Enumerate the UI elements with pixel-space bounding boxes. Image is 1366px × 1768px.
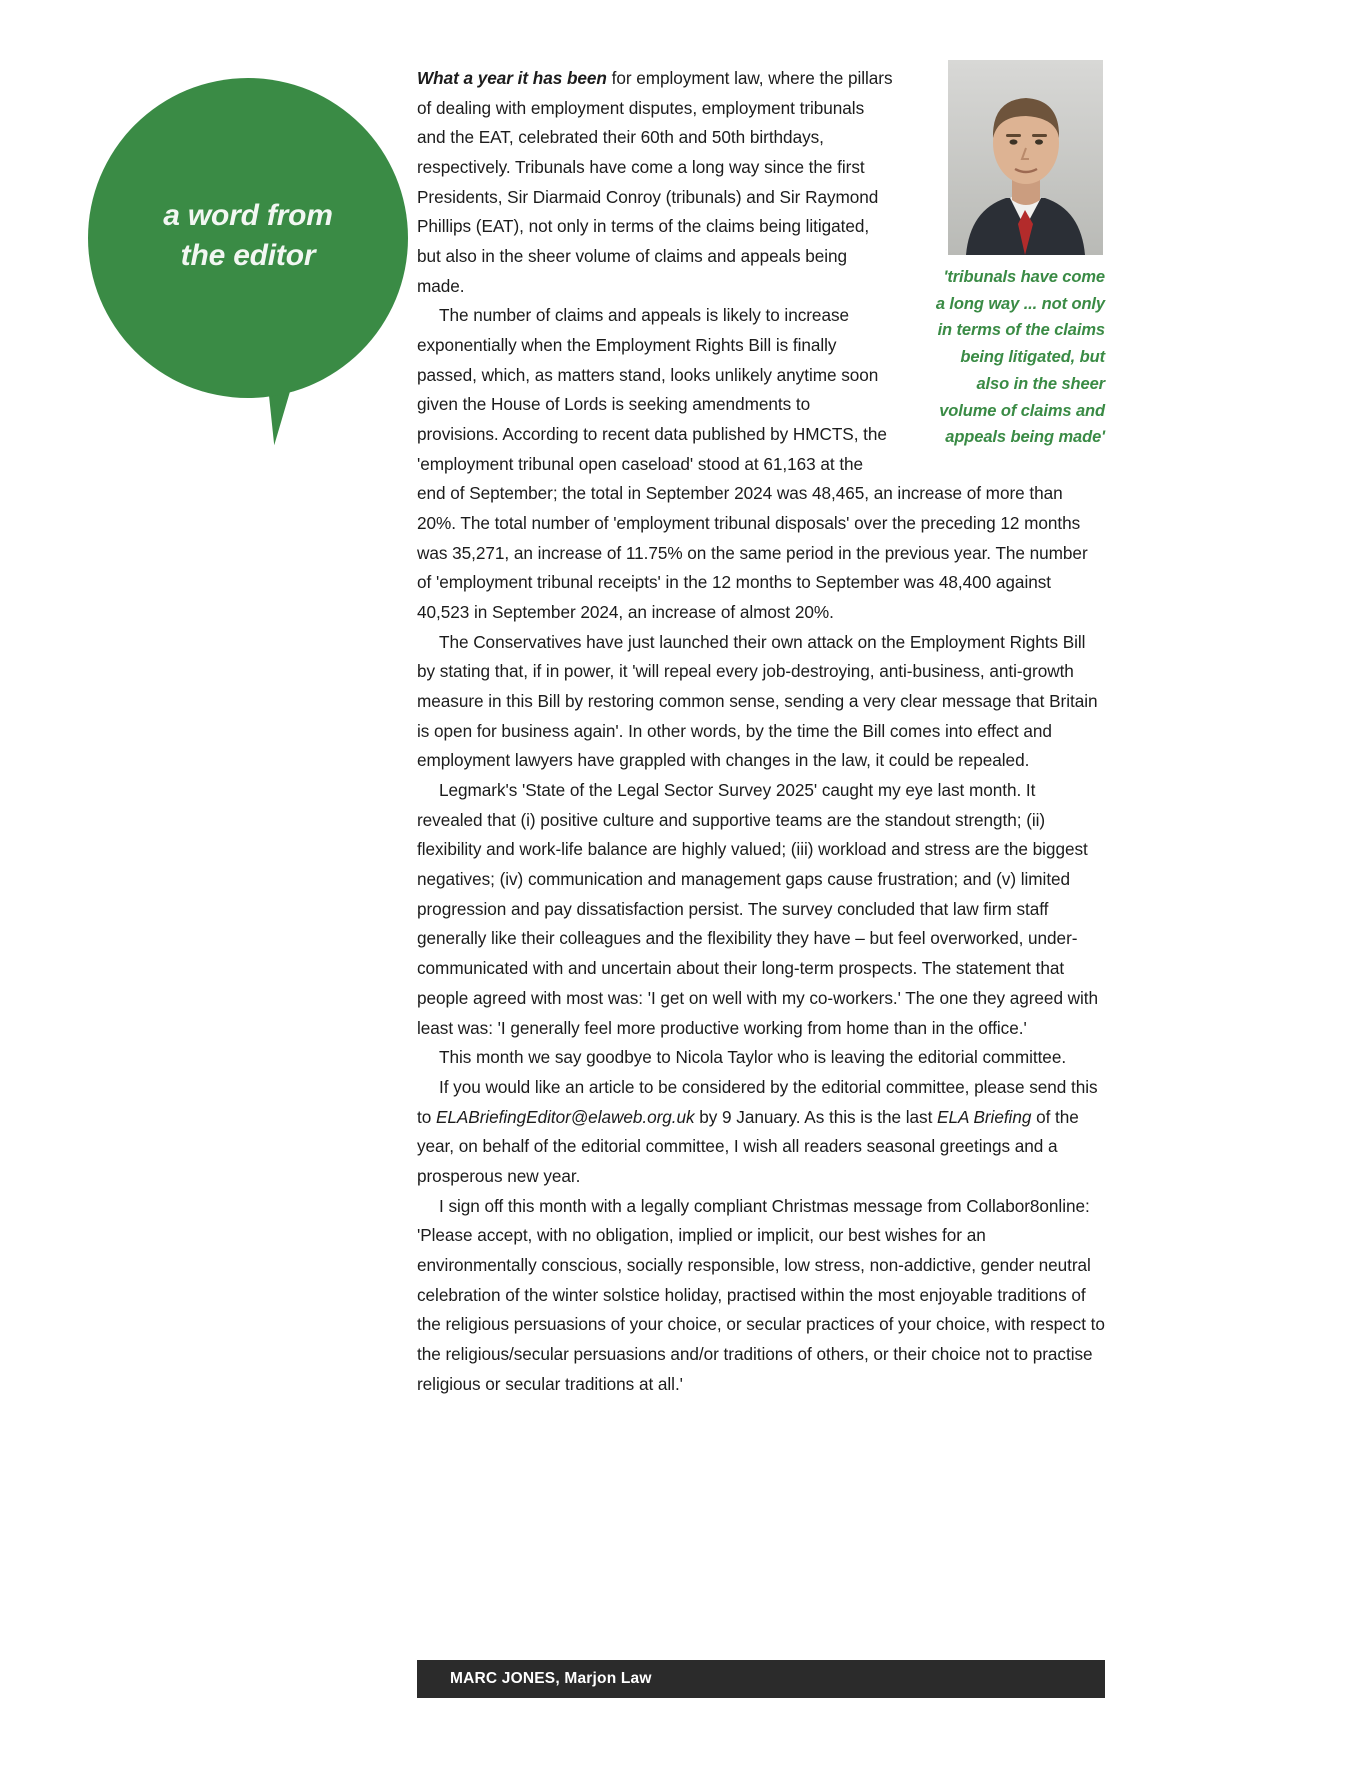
pull-quote-line: also in the sheer xyxy=(976,374,1105,393)
submissions-text-middle: by 9 January. As this is the last xyxy=(694,1106,938,1127)
paragraph-opening-rest: for employment law, where the pillars of dealing with employment disputes, employment tribunals and the EAT, celebrated their 60th and 50th birthdays, respectively. Tribunals have come a long way since the first Presidents, Sir Diarmaid Conroy (tribunals) and Sir Raymond Phillips (EAT), not only in terms of the claims being litigated, but also in the sheer volume of claims and appeals being made. xyxy=(417,68,893,296)
lead-in-phrase: What a year it has been xyxy=(417,68,607,88)
pull-quote-line: appeals being made' xyxy=(945,428,1105,447)
byline-text xyxy=(417,1670,652,1688)
submissions-text-after: of the year, on behalf of the editorial committee, I wish all readers seasonal greetings and a prosperous new year. xyxy=(417,1106,1079,1186)
photo-column-spacer xyxy=(893,64,1105,467)
pull-quote-line: a long way ... not only xyxy=(935,294,1105,313)
paragraph-submissions xyxy=(417,1073,1105,1192)
byline-firm-name: Marjon Law xyxy=(559,1670,652,1687)
paragraph-christmas-message: I sign off this month with a legally compliant Christmas message from Collabor8online: 'Please accept, with no obligation, implied or implicit, our best wishes for an environmentally conscious, socially responsible, low stress, non-addictive, gender neutral celebration of the winter solstice holiday, practised within the most enjoyable traditions of the religious persuasions of your choice, or secular practices of your choice, with respect to the religious/secular persuasions and/or traditions of others, or their choice not to practise religious or secular traditions at all.' xyxy=(417,1195,1105,1394)
bubble-heading-line1: a word from xyxy=(163,199,333,232)
article-body xyxy=(417,64,1105,1399)
pull-quote-line: volume of claims and xyxy=(939,401,1105,420)
editor-callout-bubble xyxy=(88,78,408,478)
paragraph-claims-statistics: The number of claims and appeals is likely to increase exponentially when the Employment Rights Bill is finally passed, which, as matters stand, looks unlikely anytime soon given the House of Lords is seeking amendments to provisions. According to recent data published by HMCTS, the 'employment tribunal open caseload' stood at 61,163 at the end of September; the total in September 2024 was 48,465, an increase of more than 20%. The total number of 'employment tribunal disposals' over the preceding 12 months was 35,271, an increase of 11.75% on the same period in the previous year. The number of 'employment tribunal receipts' in the 12 months to September was 48,400 against 40,523 in September 2024, an increase of almost 20%. xyxy=(417,305,1088,623)
bubble-heading-line2: the editor xyxy=(180,238,316,272)
paragraph-legmark-survey: Legmark's 'State of the Legal Sector Survey 2025' caught my eye last month. It revealed that (i) positive culture and supportive teams are the standout strength; (ii) flexibility and work-life balance are highly valued; (iii) workload and stress are the biggest negatives; (iv) communication and management gaps cause frustration; and (v) limited progression and pay dissatisfaction persist. The survey concluded that law firm staff generally like their colleagues and the flexibility they have – but feel overworked, under-communicated with and uncertain about their long-term prospects. The statement that people agreed with most was: 'I get on well with my co-workers.' The one they agreed with least was: 'I generally feel more productive working from home than in the office.' xyxy=(417,780,1099,1038)
submissions-text-before: If you would like an article to be considered by the editorial committee, please send this to xyxy=(417,1076,1098,1127)
bubble-heading xyxy=(88,196,408,275)
paragraph-conservatives: The Conservatives have just launched their own attack on the Employment Rights Bill by stating that, if in power, it 'will repeal every job-destroying, anti-business, anti-growth measure in this Bill by restoring common sense, sending a very clear message that Britain is open for business again'. In other words, by the time the Bill comes into effect and employment lawyers have grappled with changes in the law, it could be repealed. xyxy=(417,631,1098,771)
pull-quote-line: being litigated, but xyxy=(960,348,1105,367)
paragraph-farewell: This month we say goodbye to Nicola Taylor who is leaving the editorial committee. xyxy=(439,1047,1067,1068)
byline-bar xyxy=(417,1660,1105,1698)
editor-email-address[interactable]: ELABriefingEditor@elaweb.org.uk xyxy=(435,1106,695,1127)
publication-title: ELA Briefing xyxy=(937,1106,1032,1127)
pull-quote-line: 'tribunals have come xyxy=(943,268,1105,286)
pull-quote-line: in terms of the claims xyxy=(937,321,1105,340)
byline-author-name: MARC JONES, xyxy=(450,1670,560,1687)
